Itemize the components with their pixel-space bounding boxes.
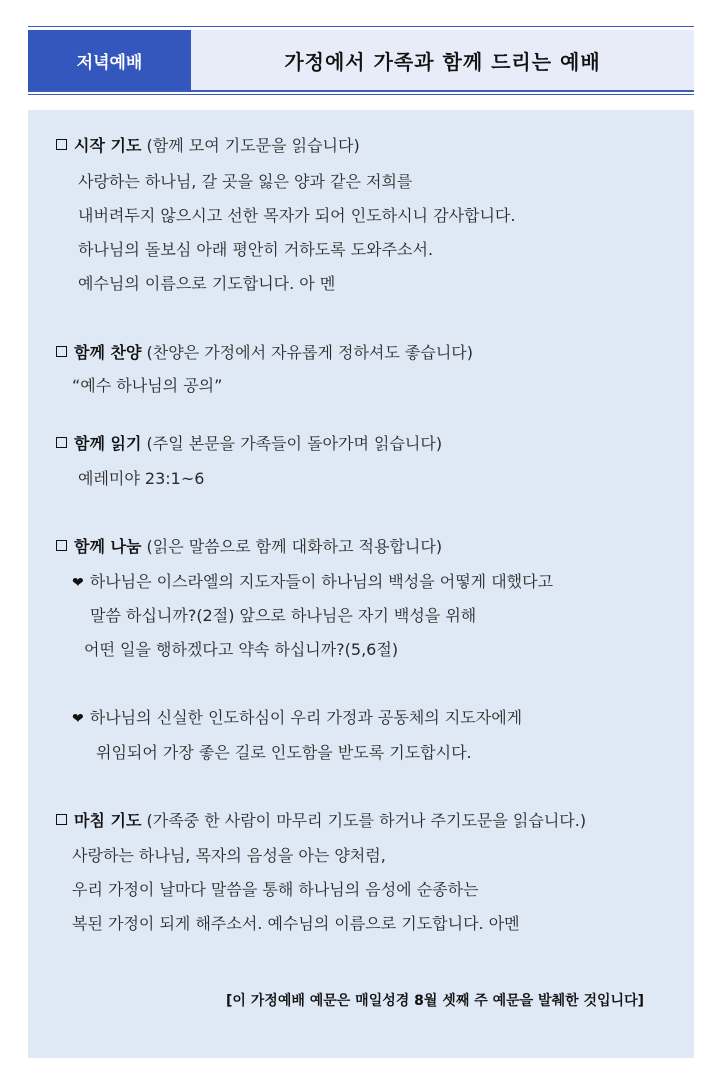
checkbox-icon (56, 540, 67, 551)
section-reading-heading: 함께 읽기 (주일 본문을 가족들이 돌아가며 읽습니다) (56, 431, 442, 454)
sharing-question-1-line: 말씀 하십니까?(2절) 앞으로 하나님은 자기 백성을 위해 (90, 606, 477, 625)
checkbox-icon (56, 346, 67, 357)
scripture-reference: 예레미야 23:1~6 (78, 469, 205, 488)
hymn-title: “예수 하나님의 공의” (72, 376, 223, 395)
header-top-rule (28, 26, 694, 27)
closing-line: 우리 가정이 날마다 말씀을 통해 하나님의 음성에 순종하는 (72, 880, 479, 899)
checkbox-icon (56, 814, 67, 825)
header-bar (28, 30, 694, 92)
sharing-question-1-line: 어떤 일을 행하겠다고 약속 하십니까?(5,6절) (84, 640, 399, 659)
opening-line: 하나님의 돌보심 아래 평안히 거하도록 도와주소서. (78, 240, 434, 259)
closing-line: 복된 가정이 되게 해주소서. 예수님의 이름으로 기도합니다. 아멘 (72, 914, 520, 933)
sharing-question-2: ❤ 하나님의 신실한 인도하심이 우리 가정과 공동체의 지도자에게 (72, 708, 523, 727)
service-tag: 저녁예배 (28, 30, 191, 90)
heart-icon: ❤ (72, 575, 84, 591)
checkbox-icon (56, 437, 67, 448)
heart-icon: ❤ (72, 711, 84, 727)
page-title: 가정에서 가족과 함께 드리는 예배 (284, 49, 601, 74)
checkbox-icon (56, 139, 67, 150)
source-footnote: [이 가정예배 예문은 매일성경 8월 셋째 주 예문을 발췌한 것입니다] (225, 993, 644, 1009)
opening-line: 예수님의 이름으로 기도합니다. 아 멘 (78, 274, 336, 293)
section-opening-heading: 시작 기도 (함께 모여 기도문을 읽습니다) (56, 133, 360, 156)
sharing-question-1: ❤ 하나님은 이스라엘의 지도자들이 하나님의 백성을 어떻게 대했다고 (72, 572, 554, 591)
section-closing-heading: 마침 기도 (가족중 한 사람이 마무리 기도를 하거나 주기도문을 읽습니다.) (56, 808, 586, 831)
header-bottom-rule (28, 94, 694, 95)
opening-line: 내버려두지 않으시고 선한 목자가 되어 인도하시니 감사합니다. (78, 206, 516, 225)
section-hymn-heading: 함께 찬양 (찬양은 가정에서 자유롭게 정하셔도 좋습니다) (56, 340, 473, 363)
sharing-question-2-line: 위임되어 가장 좋은 길로 인도함을 받도록 기도합시다. (96, 743, 472, 762)
worship-panel (28, 110, 694, 1058)
opening-line: 사랑하는 하나님, 갈 곳을 잃은 양과 같은 저희를 (78, 172, 413, 191)
section-sharing-heading: 함께 나눔 (읽은 말씀으로 함께 대화하고 적용합니다) (56, 534, 442, 557)
closing-line: 사랑하는 하나님, 목자의 음성을 아는 양처럼, (72, 846, 386, 865)
